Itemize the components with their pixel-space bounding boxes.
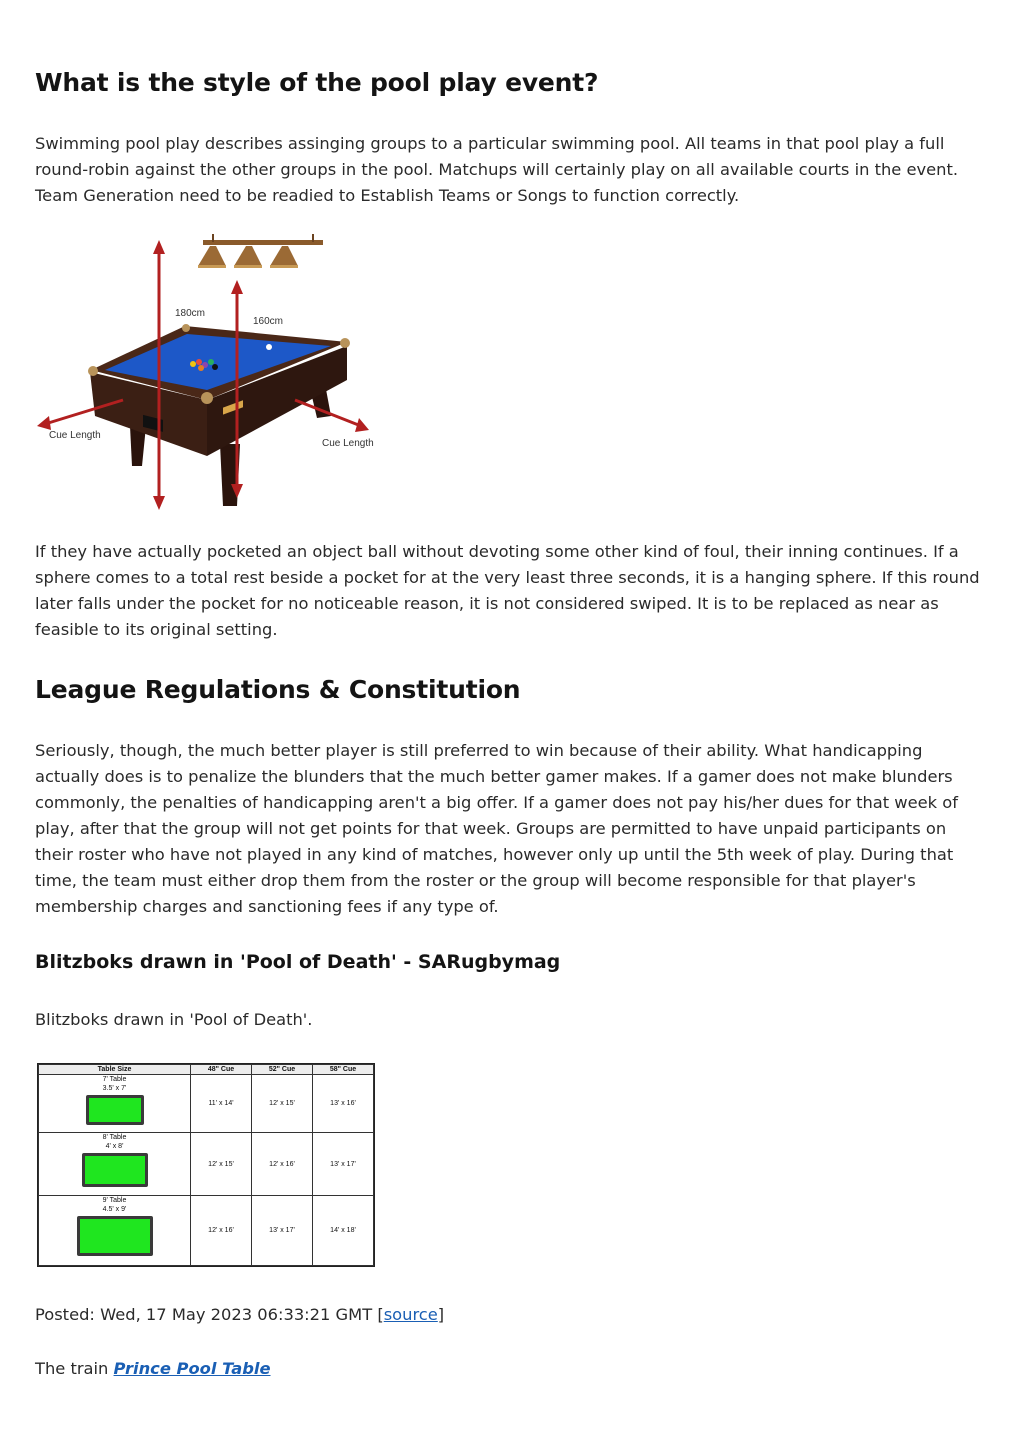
label-180cm: 180cm	[175, 308, 206, 319]
paragraph-pocketing: If they have actually pocketed an object ball without devoting some other kind of foul, their inning continues. If a sphere comes to a total rest beside a pocket for at the very least three seconds, it is a hanging sphere. If this round later falls under the pocket for no noticeable reason, it is not considered swiped. It is to be replaced as near as feasible to its original setting.	[35, 542, 980, 639]
table-name: 8' Table	[102, 1134, 127, 1142]
table-row	[39, 1075, 374, 1133]
pool-table-dimensions-image	[35, 234, 383, 512]
table-dims: 4.5' x 9'	[102, 1206, 127, 1214]
cue-room-cell: 12' x 15'	[191, 1133, 252, 1196]
pool-table	[88, 324, 350, 506]
header-58-cue: 58" Cue	[313, 1065, 374, 1075]
table-name: 7' Table	[102, 1076, 127, 1083]
table-dims: 4' x 8'	[105, 1143, 124, 1151]
label-cue-length-right: Cue Length	[322, 438, 374, 449]
source-link[interactable]: source	[383, 1305, 438, 1324]
paragraph-blitzboks: Blitzboks drawn in 'Pool of Death'.	[35, 1010, 313, 1029]
posted-date: Posted: Wed, 17 May 2023 06:33:21 GMT [	[35, 1305, 384, 1324]
section-heading-league: League Regulations & Constitution	[35, 675, 521, 704]
cue-room-cell: 12' x 16'	[252, 1133, 313, 1196]
table-size-cell	[39, 1075, 191, 1133]
lamp-fixture	[198, 234, 323, 268]
table-row	[39, 1133, 374, 1196]
section-heading-pool-play: What is the style of the pool play event?	[35, 68, 599, 97]
mini-pool-table	[82, 1153, 148, 1187]
cue-room-cell: 12' x 15'	[252, 1075, 313, 1133]
posted-line	[35, 1302, 989, 1328]
cue-room-cell: 13' x 17'	[252, 1196, 313, 1266]
cue-room-cell: 12' x 16'	[191, 1196, 252, 1266]
label-cue-length-left: Cue Length	[49, 430, 101, 441]
table-size-cell	[39, 1196, 191, 1266]
cue-room-cell: 14' x 18'	[313, 1196, 374, 1266]
header-table-size: Table Size	[39, 1065, 191, 1075]
table-size-chart-image	[37, 1063, 375, 1267]
cue-room-cell: 13' x 17'	[313, 1133, 374, 1196]
header-52-cue: 52" Cue	[252, 1065, 313, 1075]
mini-pool-table	[77, 1216, 153, 1256]
prince-pool-table-link[interactable]: Prince Pool Table	[113, 1359, 271, 1378]
table-row	[39, 1196, 374, 1266]
posted-suffix: ]	[437, 1305, 445, 1324]
cue-room-cell: 11' x 14'	[191, 1075, 252, 1133]
table-name: 9' Table	[102, 1197, 127, 1205]
paragraph-league: Seriously, though, the much better player is still preferred to win because of their ability. What handicapping actually does is to penalize the blunders that the much better gamer makes. If a gamer does not make blunders commonly, the penalties of handicapping aren't a big offer. If a gamer does not pay his/her dues for that week of play, after that the group will not get points for that week. Groups are permitted to have unpaid participants on their roster who have not played in any kind of matches, however only up until the 5th week of play. During that time, the team must either drop them from the roster or the group will become responsible for that player's membership charges and sanctioning fees if any type of.	[35, 741, 958, 916]
train-line	[35, 1356, 989, 1382]
cue-room-cell: 13' x 16'	[313, 1075, 374, 1133]
label-160cm: 160cm	[253, 316, 284, 327]
section-heading-blitzboks: Blitzboks drawn in 'Pool of Death' - SARugbymag	[35, 951, 561, 973]
table-dims: 3.5' x 7'	[102, 1085, 127, 1092]
mini-pool-table	[86, 1095, 144, 1125]
table-size-chart	[38, 1064, 374, 1266]
train-prefix: The train	[35, 1359, 114, 1378]
paragraph-pool-play: Swimming pool play describes assinging groups to a particular swimming pool. All teams in that pool play a full round-robin against the other groups in the pool. Matchups will certainly play on all available courts in the event. Team Generation need to be readied to Establish Teams or Songs to function correctly.	[35, 134, 959, 205]
header-48-cue: 48" Cue	[191, 1065, 252, 1075]
table-size-cell	[39, 1133, 191, 1196]
